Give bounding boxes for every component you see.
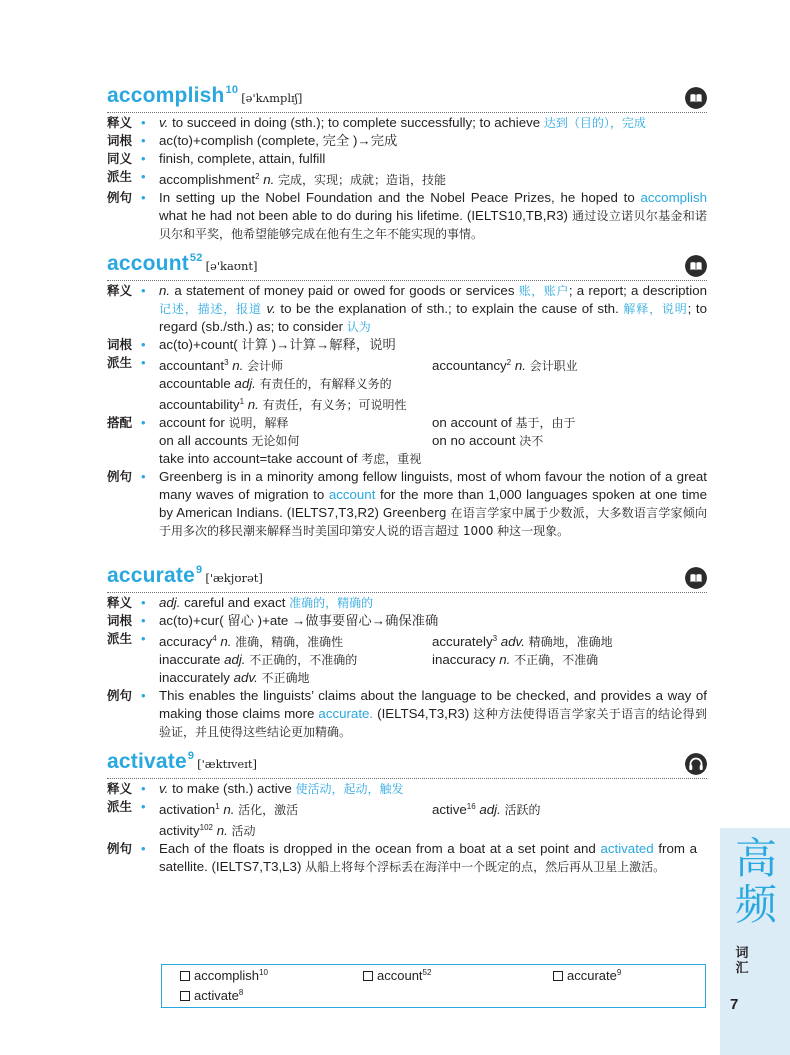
bullet-icon: • xyxy=(141,469,146,484)
example-text: Greenberg is in a minority among fellow linguists, most of whom favour the notion of a great many waves of migration to xyxy=(159,469,707,502)
book-icon xyxy=(685,255,707,277)
label-derivative: 派生 xyxy=(107,169,133,184)
frequency: 2 xyxy=(255,172,260,181)
definition-zh: 解释，说明 xyxy=(623,302,688,316)
example-text: (IELTS4,T3,R3) xyxy=(377,706,470,721)
definition-zh: 准确的，精确的 xyxy=(289,596,374,610)
phonetic: [ə'kʌmplɪʃ] xyxy=(241,91,303,105)
entry-activate xyxy=(107,750,707,876)
phonetic: ['æktɪveɪt] xyxy=(197,757,257,771)
bullet-icon: • xyxy=(141,151,146,166)
divider xyxy=(107,592,707,593)
root-row xyxy=(107,336,707,354)
example-text: from a satellite. (IELTS7,T3,L3) xyxy=(159,841,698,874)
example-row xyxy=(107,840,697,876)
entry-header xyxy=(107,252,707,282)
entry-header xyxy=(107,564,707,594)
label-root: 词根 xyxy=(107,337,133,352)
checklist-item[interactable]: accomplish$^{10}$ xyxy=(180,968,268,983)
meaning-row xyxy=(107,282,707,336)
derivative-item: accountability$^1$ n. 有责任，有义务；可说明性 xyxy=(159,397,407,412)
derivative-item: accountable adj. 有责任的，有解释义务的 xyxy=(159,376,392,391)
bullet-icon: • xyxy=(141,355,146,370)
definition-en: to make (sth.) active xyxy=(172,781,292,796)
checkbox-icon[interactable] xyxy=(180,991,190,1001)
example-text: Each of the floats is dropped in the ocean from a boat at a set point and xyxy=(159,841,596,856)
example-translation: 从船上将每个浮标丢在海洋中一个既定的点，然后再从卫星上激活。 xyxy=(305,860,666,874)
label-root: 词根 xyxy=(107,133,133,148)
bullet-icon: • xyxy=(141,841,146,856)
derivative-row xyxy=(107,354,707,414)
example-text: what he had not been able to do during his lifetime. (IELTS10,TB,R3) xyxy=(159,208,568,223)
label-meaning: 释义 xyxy=(107,115,133,130)
derivative-word: accomplishment xyxy=(159,172,256,187)
synonym-row xyxy=(107,150,707,168)
side-title: 高频 xyxy=(734,834,777,929)
definition-zh: 账，账户 xyxy=(518,284,569,298)
collocation-item: account for 说明，解释 xyxy=(159,415,289,430)
pos: v. xyxy=(266,301,276,316)
root-row xyxy=(107,612,707,630)
collocation-item: take into account=take account of 考虑，重视 xyxy=(159,451,422,466)
example-row xyxy=(107,189,707,243)
bullet-icon: • xyxy=(141,283,146,298)
headword: accomplish$^{10}$ xyxy=(107,84,239,107)
label-example: 例句 xyxy=(107,841,133,856)
checklist-item[interactable]: account$^{52}$ xyxy=(363,968,431,983)
derivative-zh: 完成，实现；成就；造诣，技能 xyxy=(278,173,447,187)
collocation-item: on account of 基于，由于 xyxy=(432,415,576,430)
example-text: In setting up the Nobel Foundation and the Nobel Peace Prizes, he hoped to xyxy=(159,190,635,205)
label-derivative: 派生 xyxy=(107,631,133,646)
meaning-row xyxy=(107,594,707,612)
page-number: 7 xyxy=(730,996,739,1013)
bullet-icon: • xyxy=(141,415,146,430)
definition-en: careful and exact xyxy=(184,595,286,610)
label-example: 例句 xyxy=(107,688,133,703)
pos: v. xyxy=(159,115,169,130)
frequency: 9 xyxy=(187,750,195,762)
frequency: 52 xyxy=(189,252,203,264)
pos: adj. xyxy=(159,595,181,610)
derivative-item: activity$^{102}$ n. 活动 xyxy=(159,823,256,838)
bullet-icon: • xyxy=(141,133,146,148)
bullet-icon: • xyxy=(141,190,146,205)
frequency: 9 xyxy=(196,564,203,576)
entry-accomplish xyxy=(107,84,707,243)
example-row xyxy=(107,468,707,540)
example-translation: 通过设立诺贝尔基金和诺贝尔和平奖，他希望能够完成在他有生之年不能实现的事情。 xyxy=(159,209,707,241)
example-highlight: accomplish xyxy=(640,190,707,205)
definition-en: ; a report; a description xyxy=(568,283,707,298)
book-icon xyxy=(685,87,707,109)
headword: account$^{52}$ xyxy=(107,252,203,275)
phonetic: [ə'kaʊnt] xyxy=(205,259,258,273)
root-row xyxy=(107,132,707,150)
example-highlight: accurate. xyxy=(318,706,374,721)
label-example: 例句 xyxy=(107,469,133,484)
example-highlight: activated xyxy=(600,841,654,856)
derivative-item: active$^{16}$ adj. 活跃的 xyxy=(432,802,541,817)
label-root: 词根 xyxy=(107,613,133,628)
label-synonym: 同义 xyxy=(107,151,133,166)
bullet-icon: • xyxy=(141,781,146,796)
root-text: ac(to)+count( 计算 )→计算→解释，说明 xyxy=(159,337,396,352)
divider xyxy=(107,280,707,281)
pos: n. xyxy=(263,172,275,187)
root-text: ac(to)+cur( 留心 )+ate →做事要留心→确保准确 xyxy=(159,613,439,628)
entry-header xyxy=(107,750,707,780)
bullet-icon: • xyxy=(141,799,146,814)
meaning-row xyxy=(107,780,707,798)
example-row xyxy=(107,687,707,741)
checkbox-icon[interactable] xyxy=(553,971,563,981)
definition-en: a statement of money paid or owed for goods or services xyxy=(174,283,515,298)
derivative-item: activation$^1$ n. 活化，激活 xyxy=(159,802,299,817)
definition-en: ; to regard (sb./sth.) as; to consider xyxy=(159,301,707,334)
checklist-item[interactable]: accurate$^9$ xyxy=(553,968,621,983)
headphones-icon xyxy=(685,753,707,775)
root-text: ac(to)+complish (complete, 完全 )→完成 xyxy=(159,133,398,148)
checkbox-icon[interactable] xyxy=(180,971,190,981)
bullet-icon: • xyxy=(141,688,146,703)
example-translation: Greenberg 在语言学家中属于少数派，大多数语言学家倾向于用多次的移民潮来解释当时美国印第安人说的语言超过 1000 种这一现象。 xyxy=(159,506,707,538)
checklist-item[interactable]: activate$^8$ xyxy=(180,988,243,1003)
checkbox-icon[interactable] xyxy=(363,971,373,981)
definition-zh: 使活动，起动，触发 xyxy=(295,782,404,796)
bullet-icon: • xyxy=(141,595,146,610)
example-text: for the more than 1,000 languages spoken at one time by American Indians. (IELTS7,T3,R2) xyxy=(159,487,707,520)
collocation-item: on all accounts 无论如何 xyxy=(159,433,300,448)
derivative-row xyxy=(107,168,707,189)
derivative-row xyxy=(107,798,707,840)
collocation-row xyxy=(107,414,707,468)
side-subtitle: 词汇 xyxy=(735,946,749,976)
example-highlight: account xyxy=(328,487,376,502)
bullet-icon: • xyxy=(141,613,146,628)
divider xyxy=(107,778,707,779)
entry-header xyxy=(107,84,707,114)
headword: accurate$^9$ xyxy=(107,564,203,587)
definition-zh: 记述，描述，报道 xyxy=(159,302,262,316)
definition-zh: 达到（目的），完成 xyxy=(543,116,646,130)
label-meaning: 释义 xyxy=(107,595,133,610)
collocation-item: on no account 决不 xyxy=(432,433,544,448)
label-collocation: 搭配 xyxy=(107,415,133,430)
example-text: This enables the linguists’ claims about the language to be checked, and provides a way of making those claims more xyxy=(159,688,707,721)
entry-accurate xyxy=(107,564,707,741)
definition-en: to be the explanation of sth.; to explain the cause of sth. xyxy=(280,301,619,316)
phonetic: ['ækjʊrət] xyxy=(205,571,263,585)
pos: n. xyxy=(159,283,171,298)
label-derivative: 派生 xyxy=(107,355,133,370)
synonym-text: finish, complete, attain, fulfill xyxy=(159,151,326,166)
derivative-item: accurately$^3$ adv. 精确地，准确地 xyxy=(432,634,613,649)
label-example: 例句 xyxy=(107,190,133,205)
label-derivative: 派生 xyxy=(107,799,133,814)
example-translation: 这种方法使得语言学家关于语言的结论得到验证，并且使得这些结论更加精确。 xyxy=(159,707,707,739)
bullet-icon: • xyxy=(141,115,146,130)
frequency: 10 xyxy=(225,84,239,96)
label-meaning: 释义 xyxy=(107,283,133,298)
derivative-item: accuracy$^4$ n. 准确，精确，准确性 xyxy=(159,634,344,649)
derivative-item: accountant$^3$ n. 会计师 xyxy=(159,358,284,373)
bullet-icon: • xyxy=(141,169,146,184)
label-meaning: 释义 xyxy=(107,781,133,796)
derivative-row xyxy=(107,630,707,687)
bullet-icon: • xyxy=(141,631,146,646)
derivative-item: accountancy$^2$ n. 会计职业 xyxy=(432,358,578,373)
definition-en: to succeed in doing (sth.); to complete successfully; to achieve xyxy=(172,115,541,130)
definition-zh: 认为 xyxy=(346,320,371,334)
pos: v. xyxy=(159,781,169,796)
divider xyxy=(107,112,707,113)
derivative-item: inaccurately adv. 不正确地 xyxy=(159,670,310,685)
meaning-row xyxy=(107,114,707,132)
headword: activate$^9$ xyxy=(107,750,195,773)
entry-account xyxy=(107,252,707,540)
book-icon xyxy=(685,567,707,589)
derivative-item: inaccuracy n. 不正确，不准确 xyxy=(432,652,599,667)
derivative-item: inaccurate adj. 不正确的，不准确的 xyxy=(159,652,358,667)
bullet-icon: • xyxy=(141,337,146,352)
